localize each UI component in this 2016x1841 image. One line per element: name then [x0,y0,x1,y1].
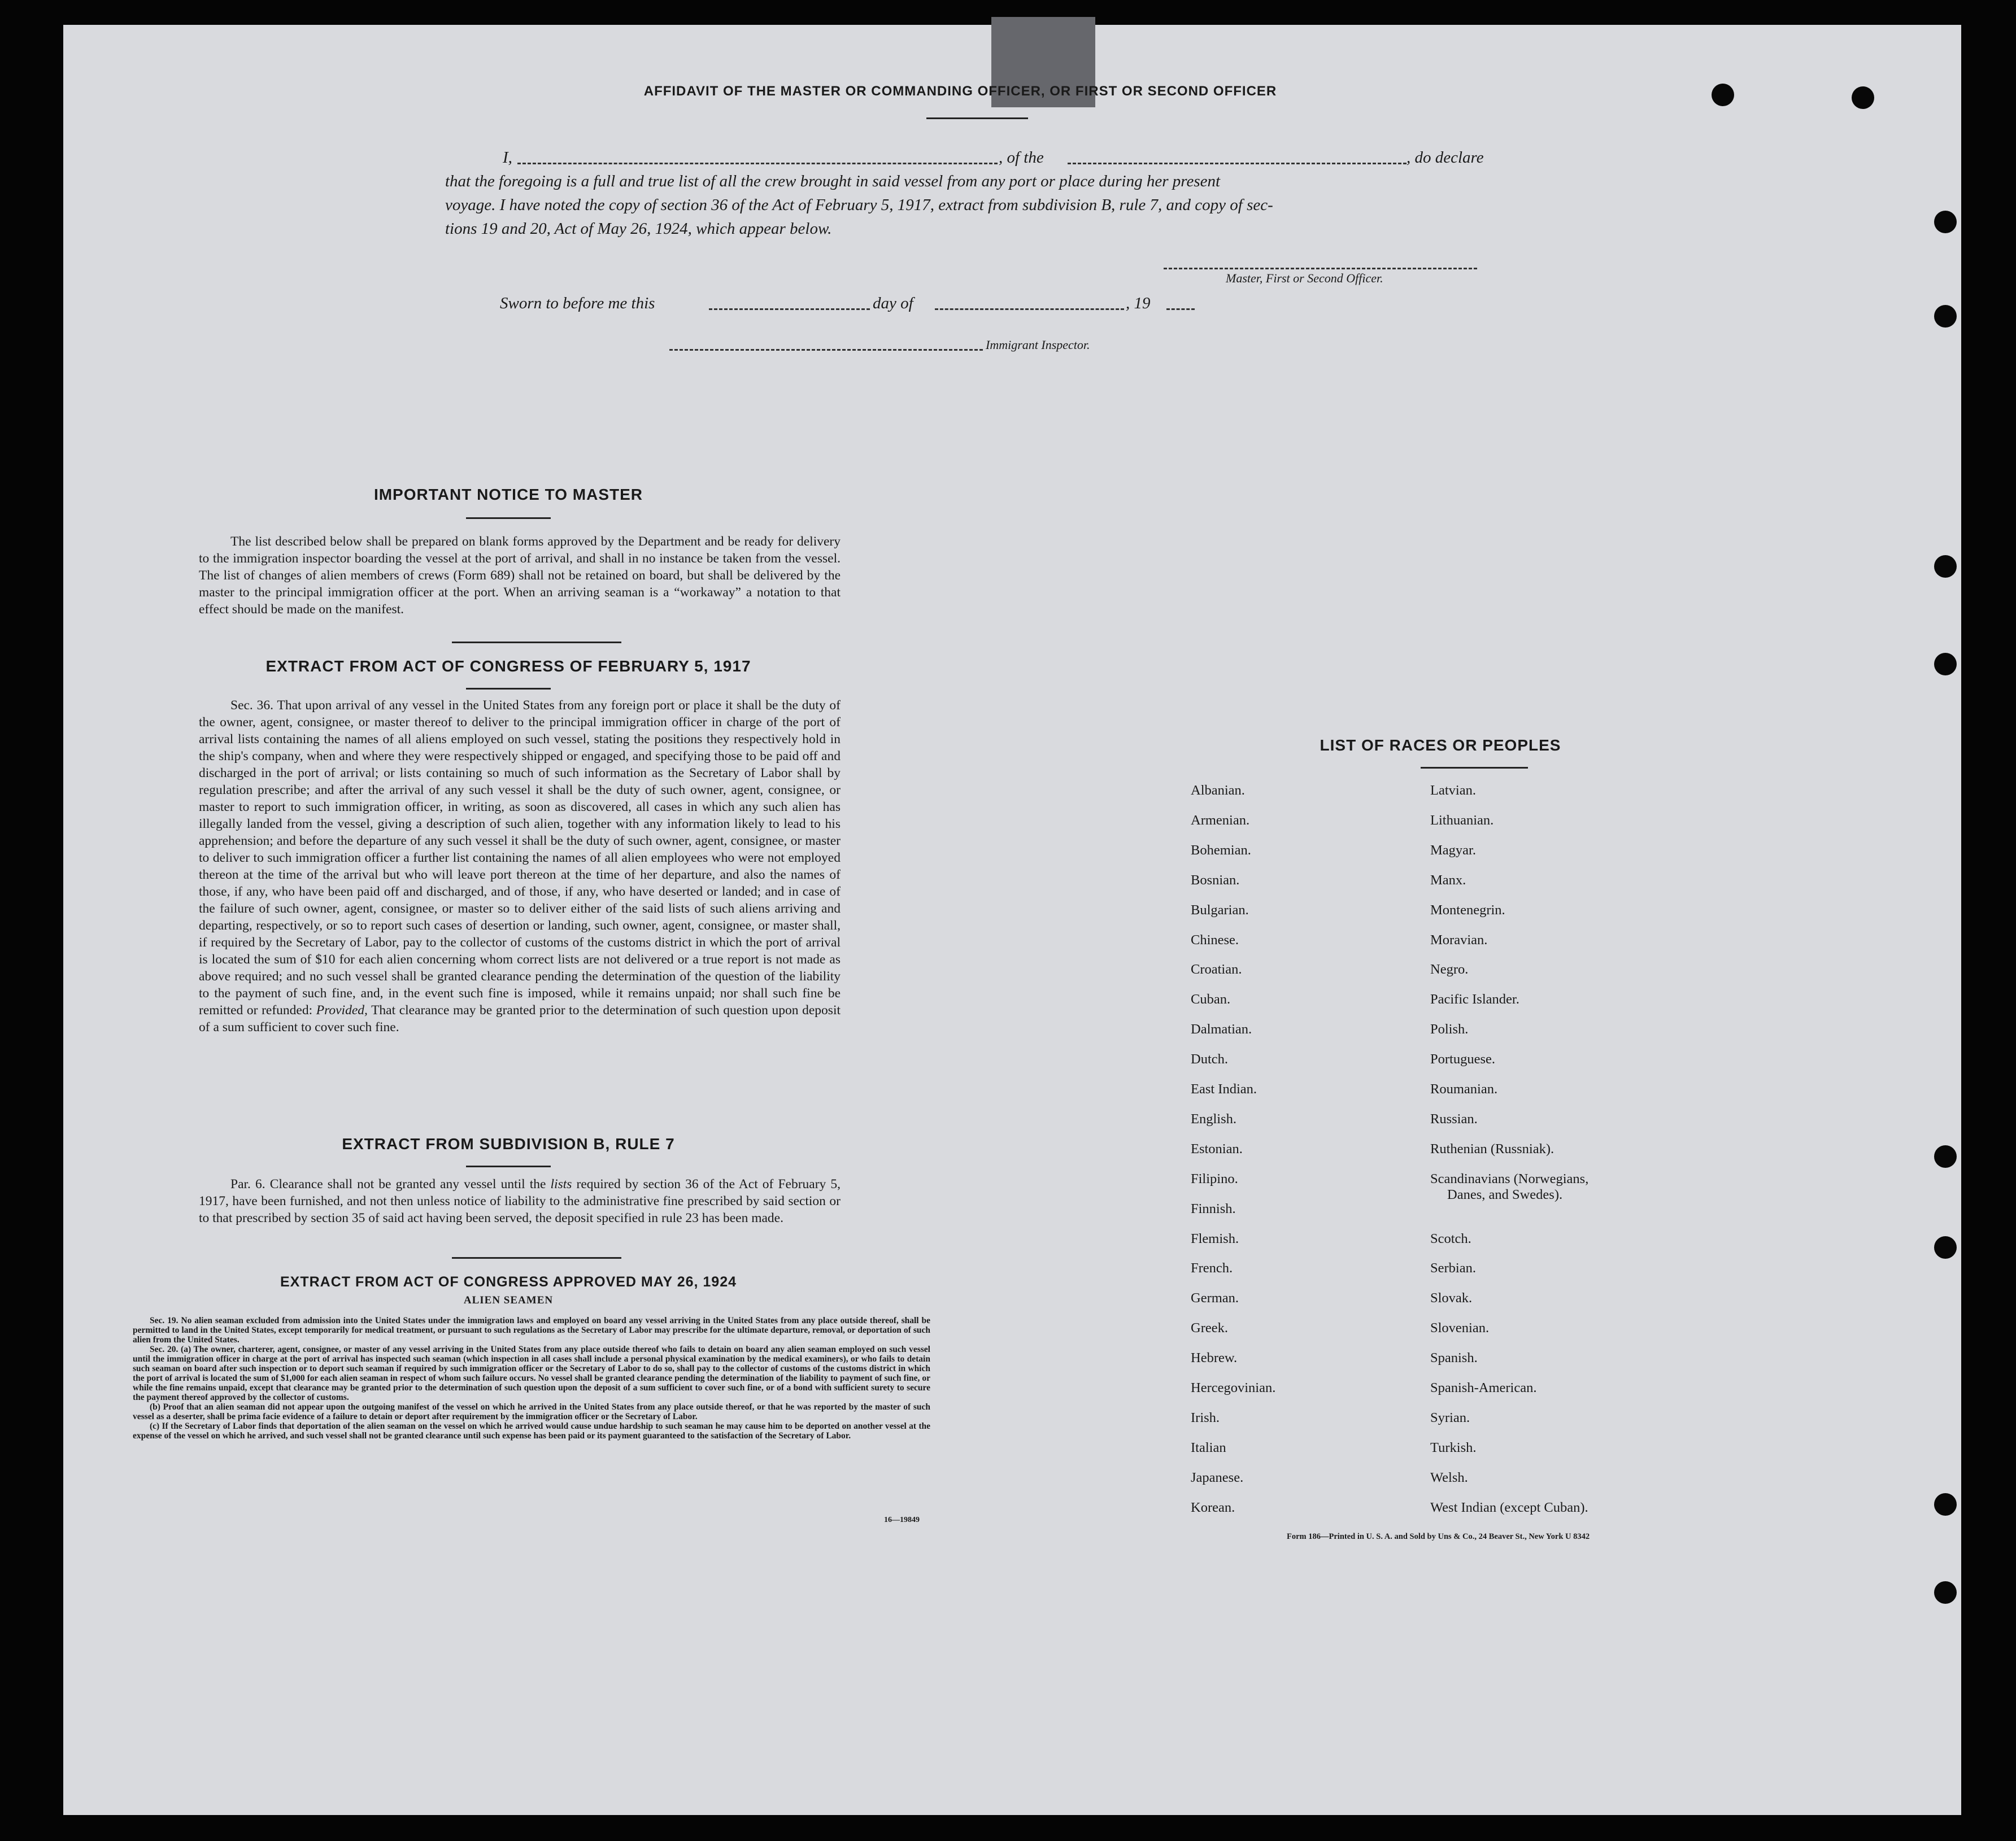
affidavit-of-the: , of the [999,149,1044,167]
sec-19-text: Sec. 19. No alien seaman excluded from admission into the United States under the immigration laws and employed on board any vessel arriving in the United States from any place outside thereof, shall be permitted to land in the United States, except temporarily for medical treatment, or pursuant to such regulations as the Secretary of Labor may prescribe for the ultimate departure, removal, or deportation of such alien from the United States. [133,1316,930,1345]
race-item: Latvian. [1430,783,1476,798]
race-item: Dalmatian. [1191,1022,1252,1037]
race-item: Korean. [1191,1499,1235,1515]
affidavit-line-2: that the foregoing is a full and true list of all the crew brought in said vessel from any port or place during her present [445,172,1221,190]
race-item: Slovenian. [1430,1320,1490,1336]
race-item: Syrian. [1430,1410,1470,1425]
race-item: Hebrew. [1191,1350,1238,1366]
year-blank[interactable] [1166,308,1195,310]
race-item: East Indian. [1191,1081,1257,1097]
notice-heading: IMPORTANT NOTICE TO MASTER [373,486,643,503]
affidavit-heading-rule [926,117,1028,119]
race-item: German. [1191,1290,1239,1306]
binder-hole [1712,84,1734,106]
binder-hole [1934,211,1957,233]
binder-hole [1934,1145,1957,1168]
race-item: Spanish-American. [1430,1380,1537,1395]
race-item: Roumanian. [1430,1081,1498,1097]
race-item: Moravian. [1430,932,1488,948]
affidavit-line-3: voyage. I have noted the copy of section 36 of the Act of February 5, 1917, extract from subdivision B, rule 7, and copy of sec- [445,196,1273,214]
race-item: Greek. [1191,1320,1228,1336]
race-item: Armenian. [1191,812,1250,828]
races-heading: LIST OF RACES OR PEOPLES [1320,736,1561,754]
race-item: Manx. [1430,872,1466,888]
sec-20b-text: (b) Proof that an alien seaman did not appear upon the outgoing manifest of the vessel on which he arrived in the United States from any place outside thereof, or that he was reported by the master of such vessel as a deserter, shall be prima facie evidence of a failure to detain or deport after requirement by the immigration officer or the Secretary of Labor. [133,1402,930,1421]
affidavit-line-1 [503,146,1514,169]
race-item: Portuguese. [1430,1052,1495,1067]
sec-20c-text: (c) If the Secretary of Labor finds that deportation of the alien seaman on the vessel on which he arrived would cause undue hardship to such seaman he may cause him to be deported on another vessel at the expense of the vessel on which he arrived, and such vessel shall not be granted clearance until such expense has been paid or its payment guaranteed to the satisfaction of the Secretary of Labor. [133,1421,930,1441]
race-item: French. [1191,1260,1233,1276]
affidavit-line-4: tions 19 and 20, Act of May 26, 1924, which appear below. [445,220,832,238]
race-item: Lithuanian. [1430,812,1494,828]
notice-end-rule [452,642,621,643]
race-item: Bohemian. [1191,842,1251,858]
race-item: Ruthenian (Russniak). [1430,1141,1555,1157]
par-6-body-b: required by section 36 of the Act of February 5, 1917, have been furnished, and not then unless notice of liability to the administrative fine prescribed by said section or to that prescribed by section 35 of said act having been served, the deposit specified in rule 23 has been made. [199,1177,841,1225]
year-text: , 19 [1126,294,1151,312]
race-item: Russian. [1430,1111,1478,1127]
section-36-end: That clearance may be granted prior to the determination of such question upon deposit of a sum sufficient to cover such fine. [199,1003,841,1035]
affidavit-do-declare: , do declare [1407,149,1484,167]
race-item: Bosnian. [1191,872,1240,888]
name-blank[interactable] [517,163,998,164]
extract-1924-text [133,1316,930,1441]
race-item: Chinese. [1191,932,1239,948]
race-item: Estonian. [1191,1141,1243,1157]
par-6-label: Par. 6. [230,1177,265,1192]
lists-word: lists [550,1177,572,1192]
race-item: Scandinavians (Norwegians, [1430,1171,1589,1186]
inspector-caption: Immigrant Inspector. [986,338,1090,352]
sworn-line [500,291,1200,315]
par-6-body-a: Clearance shall not be granted any vessel until the [269,1177,546,1192]
affidavit-i: I, [503,149,512,167]
binder-hole [1934,653,1957,675]
race-item: Bulgarian. [1191,902,1249,918]
binder-hole [1934,1581,1957,1604]
race-item: Danes, and Swedes). [1447,1186,1563,1202]
rule7-heading-rule [466,1166,551,1167]
month-blank[interactable] [935,308,1124,310]
day-of-text: day of [873,294,913,312]
binder-hole [1934,555,1957,578]
race-item: Magyar. [1430,842,1476,858]
race-item: Albanian. [1191,783,1245,798]
race-item: Dutch. [1191,1052,1228,1067]
extract-1924-heading: EXTRACT FROM ACT OF CONGRESS APPROVED MAY 26, 1924 [280,1274,737,1290]
master-caption: Master, First or Second Officer. [1226,271,1383,285]
sec-20a-text: Sec. 20. (a) The owner, charterer, agent, consignee, or master of any vessel arriving in the United States from any place outside thereof who fails to detain on board any alien seaman employed on such vessel until the immigration officer in charge at the port of arrival has inspected such seaman (which inspection in all cases shall include a personal physical examination by the medical examiners), or who fails to detain such seaman on board after such inspection or to deport such seaman if required by such immigration officer or the Secretary of Labor to do so, shall pay to the collector of customs of the customs district in which the port of arrival is located the sum of $1,000 for each alien seaman in respect of whom such failure occurs. No vessel shall be granted clearance pending the determination of the liability to payment of such fine, or while the fine remains unpaid, except that clearance may be granted prior to the determination of such question upon the deposit of a sum sufficient to cover such fine, or of a bond with sufficient surety to secure the payment thereof approved by the collector of customs. [133,1345,930,1402]
binder-hole [1934,1236,1957,1259]
notice-text: The list described below shall be prepared on blank forms approved by the Department and be ready for delivery to the immigration inspector boarding the vessel at the port of arrival, and shall in no instance be taken from the vessel. The list of changes of alien members of crews (Form 689) shall not be retained on board, but shall be delivered by the master to the principal immigration officer at the port. When an arriving seaman is a “workaway” a notation to that effect should be made on the manifest. [199,534,841,617]
race-item: Finnish. [1191,1201,1236,1216]
extract-1917-heading: EXTRACT FROM ACT OF CONGRESS OF FEBRUARY 5, 1917 [265,657,751,675]
rule7-text [199,1176,841,1227]
race-item: Montenegrin. [1430,902,1505,918]
race-item: Flemish. [1191,1231,1239,1246]
affidavit-heading: AFFIDAVIT OF THE MASTER OR COMMANDING OFFICER, OR FIRST OR SECOND OFFICER [643,84,1277,99]
day-blank[interactable] [709,308,870,310]
printer-footer: Form 186—Printed in U. S. A. and Sold by Uns & Co., 24 Beaver St., New York U 8342 [1287,1532,1590,1541]
race-item: Spanish. [1430,1350,1478,1366]
extract-1917-rule [466,688,551,690]
race-item: Italian [1191,1439,1226,1455]
race-item: Scotch. [1430,1231,1471,1246]
binder-hole [1852,86,1874,109]
race-item: Croatian. [1191,962,1242,978]
race-item: Japanese. [1191,1469,1244,1485]
race-item: Pacific Islander. [1430,992,1519,1007]
race-item: Filipino. [1191,1171,1238,1186]
section-36-body: That upon arrival of any vessel in the United States from any foreign port or place it shall be the duty of the owner, agent, consignee, or master thereof to deliver to the principal immigration officer in charge of the port of arrival lists containing the names of all aliens employed on such vessel, stating the positions they respectively hold in the ship's company, when and where they were respectively shipped or engaged, and specifying those to be paid off and discharged in the port of arrival; or lists containing so much of such information as the Secretary of Labor shall by regulation prescribe; and after the arrival of any such vessel it shall be the duty of such owner, agent, consignee, or master to report to such immigration officer, in writing, as soon as discovered, all cases in which any such alien has illegally landed from the vessel, giving a description of such alien, together with any information likely to lead to his apprehension; and before the departure of any such vessel it shall be the duty of such owner, agent, consignee, or master to deliver to such immigration officer a further list containing the names of all alien employees who were not employed thereon at the time of the arrival but who will leave port thereon at the time of her departure, and also the names of those, if any, who have been paid off and discharged, and of those, if any, who have deserted or landed; and in case of the failure of such owner, agent, consignee, or master so to deliver either of the said lists of such aliens arriving and departing, respectively, or so to report such cases of desertion or landing, such owner, agent, consignee, or master shall, if required by the Secretary of Labor, pay to the collector of customs of the customs district in which the port of arrival is located the sum of $10 for each alien concerning whom correct lists are not delivered or a true report is not made as above required; and no such vessel shall be granted clearance pending the determination of the question of the liability to the payment of such fine, and, in the event such fine is imposed, while it remains unpaid; nor shall such fine be remitted or refunded: [199,698,841,1018]
race-item: English. [1191,1111,1236,1127]
vessel-blank[interactable] [1068,163,1407,164]
race-item: West Indian (except Cuban). [1430,1499,1588,1515]
race-item: Slovak. [1430,1290,1473,1306]
race-item: Hercegovinian. [1191,1380,1276,1395]
inspector-signature-blank[interactable] [669,349,983,351]
race-item: Polish. [1430,1022,1469,1037]
master-signature-blank[interactable] [1164,268,1477,269]
provided-word: Provided, [316,1003,368,1018]
race-item: Negro. [1430,962,1469,978]
race-item: Welsh. [1430,1469,1468,1485]
binder-hole [1934,305,1957,328]
binder-hole [1934,1493,1957,1516]
extract-1917-text [199,697,841,1036]
form-code: 16—19849 [884,1516,920,1524]
alien-seamen-subheading: ALIEN SEAMEN [463,1294,554,1306]
race-item: Irish. [1191,1410,1220,1425]
section-36-label: Sec. 36. [230,698,274,713]
rule7-heading: EXTRACT FROM SUBDIVISION B, RULE 7 [342,1135,675,1153]
race-item: Cuban. [1191,992,1231,1007]
notice-heading-rule [466,517,551,519]
race-item: Serbian. [1430,1260,1476,1276]
race-item: Turkish. [1430,1439,1477,1455]
sworn-text: Sworn to before me this [500,294,655,312]
rule7-end-rule [452,1257,621,1259]
races-heading-rule [1421,767,1528,769]
